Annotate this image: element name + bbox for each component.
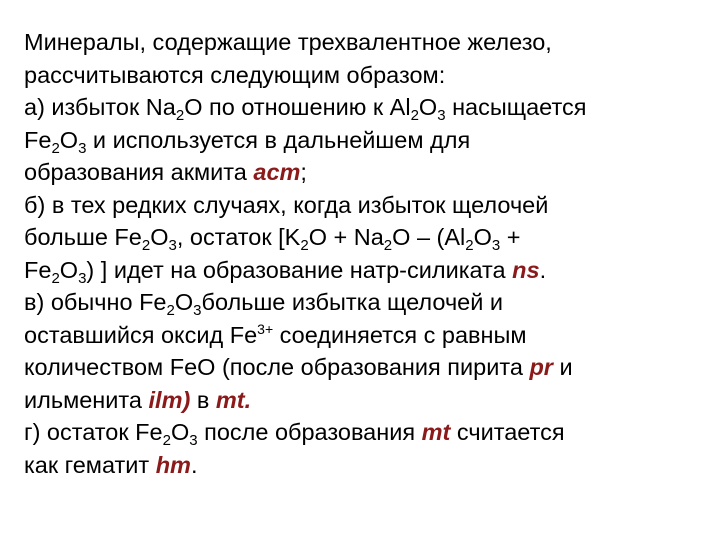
subscript: 2 [141, 237, 151, 254]
line-1 [24, 26, 700, 59]
subscript: 3 [193, 302, 202, 319]
mineral-abbr-mt: mt. [215, 386, 252, 413]
text: после образования [197, 419, 422, 445]
text: O [150, 224, 169, 250]
subscript: 3 [491, 237, 501, 254]
text: оставшийся оксид Fe [24, 321, 258, 348]
subscript: 2 [383, 237, 393, 254]
text: образования акмита [24, 159, 254, 185]
subscript: 2 [51, 269, 60, 287]
text: г) остаток Fe [24, 419, 163, 445]
mineral-abbr-ns: ns [512, 256, 540, 283]
mineral-abbr-ilm: ilm) [148, 386, 191, 413]
text: O [59, 126, 79, 153]
superscript: 3+ [257, 320, 274, 337]
subscript: 2 [175, 107, 185, 124]
text: O [418, 94, 438, 120]
text: + [500, 224, 521, 250]
text: и [552, 354, 573, 380]
mineral-abbr-mt: mt [421, 419, 451, 445]
subscript: 2 [162, 432, 171, 449]
text: Минералы, содержащие трехвалентное железо, [24, 29, 552, 55]
text: рассчитываются следующим образом: [24, 61, 446, 88]
line-12 [24, 384, 700, 417]
text: ) ] идет на образование натр-силиката [86, 256, 513, 283]
line-3 [24, 91, 700, 124]
text: соединяется с равным [273, 321, 527, 348]
line-7 [24, 221, 700, 254]
text: O по отношению к Al [184, 94, 411, 120]
text: O [170, 419, 190, 445]
text: б) в тех редких случаях, когда избыток щелочей [24, 191, 549, 218]
text: . [539, 256, 547, 283]
line-11 [24, 351, 700, 384]
text: O + Na [308, 224, 384, 250]
subscript: 3 [437, 107, 446, 124]
subscript: 2 [465, 237, 474, 254]
subscript: 3 [78, 269, 87, 287]
subscript: 2 [300, 237, 309, 254]
text: больше избытка щелочей и [201, 289, 504, 315]
text: как гематит [24, 451, 156, 478]
subscript: 2 [51, 139, 60, 157]
text: количеством FeO (после образования пирита [24, 354, 530, 380]
text: O – (Al [392, 224, 466, 250]
text: в [190, 386, 216, 413]
text: а) избыток Na [24, 94, 176, 120]
mineral-abbr-hm: hm [155, 451, 191, 478]
text: , остаток [K [176, 224, 301, 250]
line-4 [24, 124, 700, 157]
mineral-abbr-pr: pr [529, 354, 553, 380]
text: O [174, 289, 194, 315]
line-13 [24, 416, 700, 449]
line-14 [24, 449, 700, 482]
text-block [24, 26, 700, 481]
line-8 [24, 254, 700, 287]
text: ильменита [24, 386, 149, 413]
text: Fe [24, 256, 52, 283]
line-9 [24, 286, 700, 319]
text: Fe [24, 126, 52, 153]
subscript: 2 [166, 302, 175, 319]
line-10 [24, 319, 700, 352]
line-5 [24, 156, 700, 189]
text: и используется в дальнейшем для [86, 126, 471, 153]
text: в) обычно Fe [24, 289, 167, 315]
text: O [473, 224, 492, 250]
line-6 [24, 189, 700, 222]
text: больше Fe [24, 224, 142, 250]
text: считается [450, 419, 565, 445]
subscript: 2 [410, 107, 419, 124]
text: . [190, 451, 198, 478]
subscript: 3 [168, 237, 177, 254]
line-2 [24, 59, 700, 92]
text: насыщается [445, 94, 587, 120]
text: O [59, 256, 79, 283]
text: ; [300, 159, 307, 185]
subscript: 3 [189, 432, 198, 449]
mineral-abbr-acm: acm [253, 159, 301, 185]
subscript: 3 [78, 139, 87, 157]
